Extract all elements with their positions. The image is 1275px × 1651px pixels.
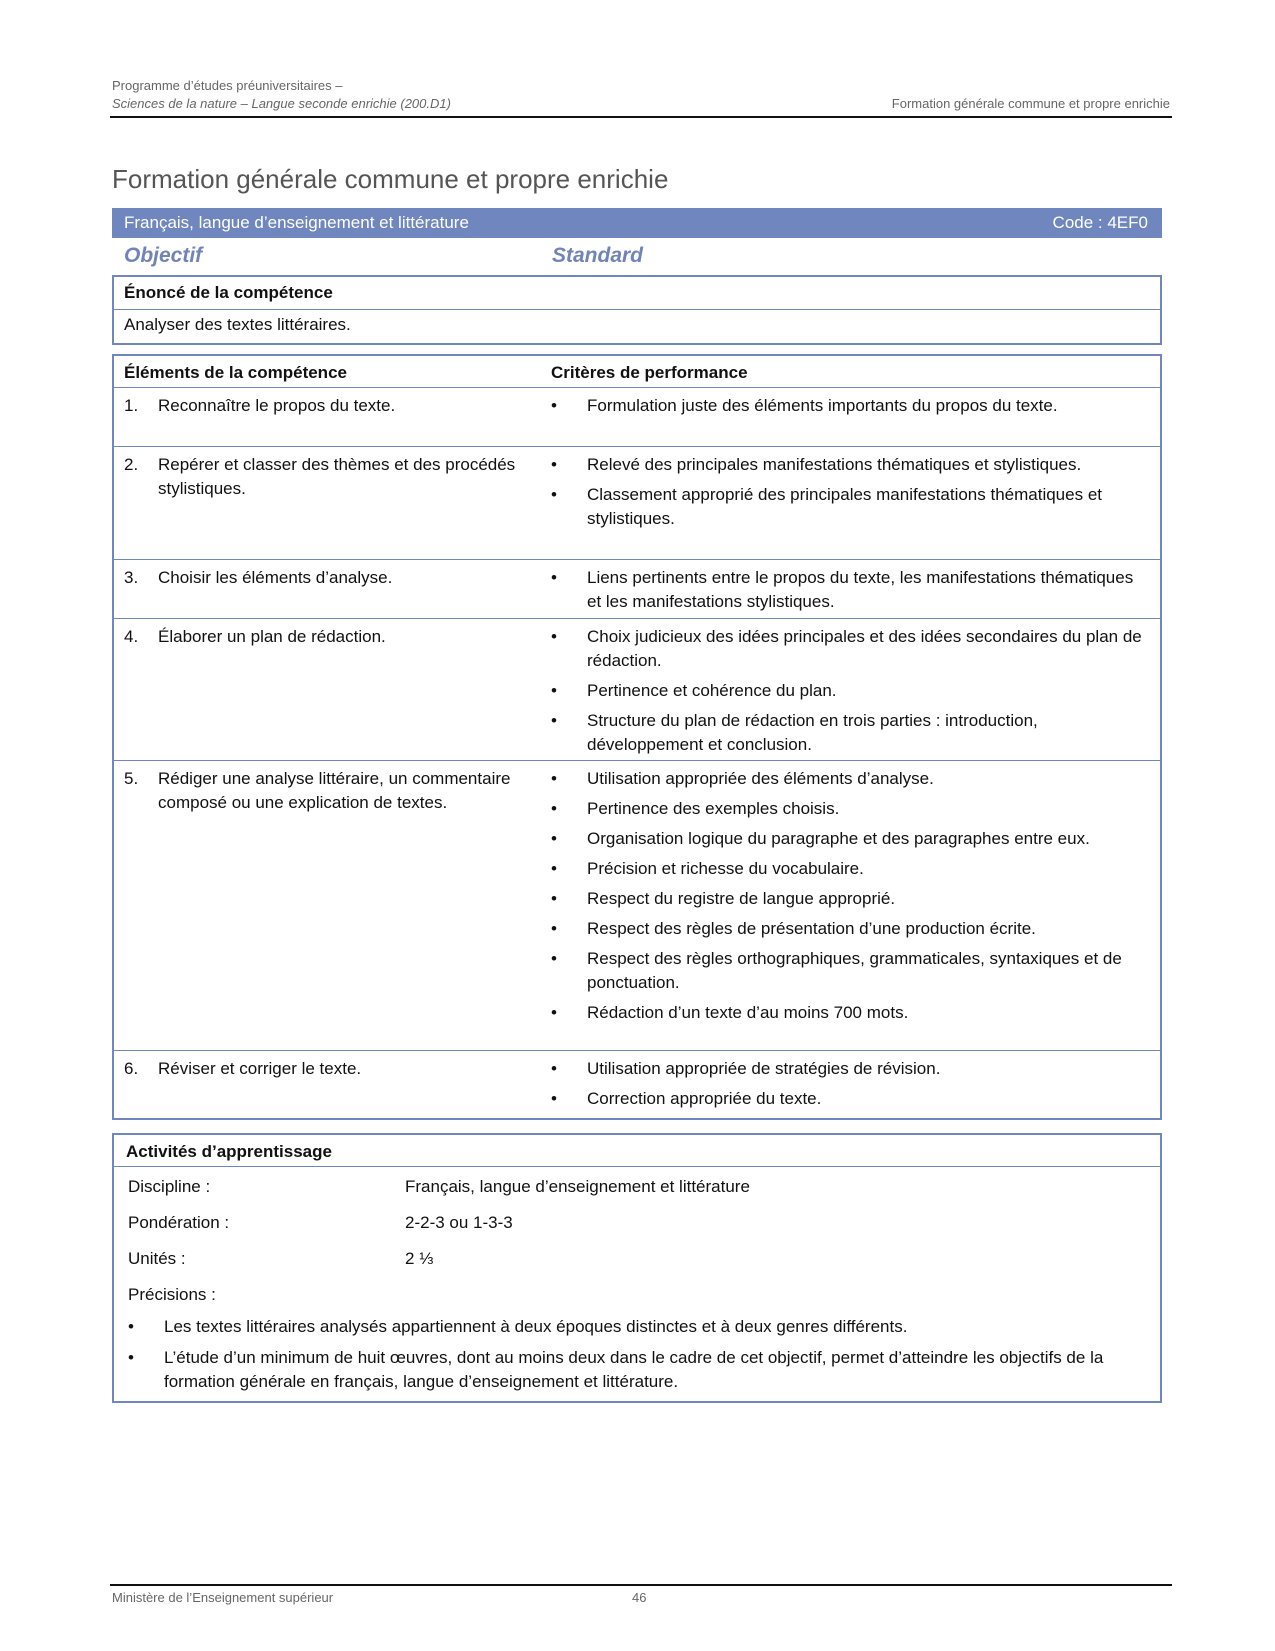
critere-item: • Relevé des principales manifestations thématiques et stylistiques.	[551, 453, 1151, 477]
standard-label: Standard	[552, 244, 644, 267]
critere-item: • Organisation logique du paragraphe et des paragraphes entre eux.	[551, 827, 1151, 851]
critere-item: • Précision et richesse du vocabulaire.	[551, 857, 1151, 881]
subject-name: Français, langue d’enseignement et littérature	[124, 213, 469, 232]
unites-label: Unités :	[128, 1249, 186, 1268]
header-program-detail: Sciences de la nature – Langue seconde enrichie (200.D1)	[112, 96, 451, 111]
bullet-icon: •	[551, 769, 557, 788]
element-number: 1.	[124, 396, 139, 415]
page-number: 46	[632, 1590, 647, 1605]
table-row	[114, 447, 1160, 560]
critere-item: • Respect des règles de présentation d’une production écrite.	[551, 917, 1151, 941]
critere-item: • Choix judicieux des idées principales et des idées secondaires du plan de rédaction.	[551, 627, 1142, 670]
bullet-icon: •	[551, 711, 557, 730]
objectif-label: Objectif	[124, 244, 203, 267]
bullet-icon: •	[551, 859, 557, 878]
header-section: Formation générale commune et propre enrichie	[891, 96, 1170, 111]
critere-item: • Utilisation appropriée de stratégies de révision.	[551, 1057, 1151, 1081]
precision-item: • L’étude d’un minimum de huit œuvres, dont au moins deux dans le cadre de cet objectif, permet d’atteindre les objectifs de la formation générale en français, langue d’enseignement et littérature.	[128, 1348, 1104, 1391]
discipline-line	[128, 1177, 750, 1197]
element-number: 6.	[124, 1059, 139, 1078]
critere-item: • Pertinence et cohérence du plan.	[551, 679, 1151, 703]
bullet-icon: •	[551, 889, 557, 908]
activites-box	[112, 1133, 1162, 1403]
footer-rule	[110, 1584, 1172, 1586]
bullet-icon: •	[551, 627, 557, 646]
element-number: 5.	[124, 769, 139, 788]
footer-ministry: Ministère de l’Enseignement supérieur	[112, 1590, 334, 1605]
critere-item: • Pertinence des exemples choisis.	[551, 797, 1151, 821]
bullet-icon: •	[551, 919, 557, 938]
ponderation-label: Pondération :	[128, 1213, 230, 1232]
header-rule	[110, 116, 1172, 118]
table-row	[114, 619, 1160, 761]
element-text: Reconnaître le propos du texte.	[158, 396, 396, 415]
critere-item: • Respect des règles orthographiques, grammaticales, syntaxiques et de ponctuation.	[551, 949, 1122, 992]
ponderation-line	[128, 1213, 513, 1233]
critere-item: • Liens pertinents entre le propos du texte, les manifestations thématiques et les manifestations stylistiques.	[551, 568, 1134, 611]
discipline-value: Français, langue d’enseignement et littérature	[405, 1177, 750, 1196]
page-header	[112, 78, 1170, 111]
unites-line	[128, 1249, 434, 1269]
page-footer	[112, 1590, 652, 1605]
bullet-icon: •	[551, 1059, 557, 1078]
page-title: Formation générale commune et propre enrichie	[112, 164, 669, 194]
critere-item: • Classement approprié des principales manifestations thématiques et stylistiques.	[551, 485, 1102, 528]
discipline-label: Discipline :	[128, 1177, 211, 1196]
critere-item: • Rédaction d’un texte d’au moins 700 mots.	[551, 1001, 1151, 1025]
bullet-icon: •	[551, 829, 557, 848]
element-number: 2.	[124, 455, 139, 474]
element-text: Élaborer un plan de rédaction.	[158, 627, 386, 646]
header-program: Programme d’études préuniversitaires –	[112, 78, 343, 93]
element-text: Repérer et classer des thèmes et des procédés stylistiques.	[158, 455, 516, 498]
critere-item: • Respect du registre de langue approprié.	[551, 887, 1151, 911]
bullet-icon: •	[551, 485, 557, 504]
element-text: Rédiger une analyse littéraire, un commentaire composé ou une explication de textes.	[158, 769, 511, 812]
competence-table	[112, 354, 1162, 1120]
table-row	[114, 761, 1160, 1051]
bullet-icon: •	[551, 949, 557, 968]
subject-code: Code : 4EF0	[1052, 213, 1148, 232]
bullet-icon: •	[128, 1317, 134, 1336]
bullet-icon: •	[551, 568, 557, 587]
bullet-icon: •	[551, 396, 557, 415]
col-criteres-header: Critères de performance	[551, 363, 748, 382]
precisions-label: Précisions :	[128, 1285, 216, 1304]
col-elements-header: Éléments de la compétence	[124, 363, 347, 382]
element-number: 4.	[124, 627, 139, 646]
enonce-heading: Énoncé de la compétence	[114, 277, 1160, 310]
bullet-icon: •	[551, 681, 557, 700]
objectif-standard-row	[124, 244, 1164, 272]
table-row	[114, 560, 1160, 619]
element-number: 3.	[124, 568, 139, 587]
precision-item: • Les textes littéraires analysés appartiennent à deux époques distinctes et à deux genres différents.	[128, 1315, 1153, 1339]
critere-item: • Formulation juste des éléments importants du propos du texte.	[551, 394, 1151, 418]
critere-item: • Structure du plan de rédaction en trois parties : introduction, développement et conclusion.	[551, 711, 1038, 754]
table-row	[114, 1051, 1160, 1118]
critere-item: • Correction appropriée du texte.	[551, 1087, 1151, 1111]
table-row	[114, 388, 1160, 447]
subject-bar	[112, 208, 1162, 238]
bullet-icon: •	[551, 1003, 557, 1022]
ponderation-value: 2-2-3 ou 1-3-3	[405, 1213, 513, 1232]
critere-item: • Utilisation appropriée des éléments d’analyse.	[551, 767, 1151, 791]
unites-value: 2 ⅓	[405, 1249, 434, 1268]
element-text: Choisir les éléments d’analyse.	[158, 568, 393, 587]
enonce-text: Analyser des textes littéraires.	[124, 315, 351, 334]
enonce-box	[112, 275, 1162, 345]
bullet-icon: •	[128, 1348, 134, 1367]
competence-table-header	[114, 356, 1160, 388]
bullet-icon: •	[551, 455, 557, 474]
bullet-icon: •	[551, 1089, 557, 1108]
activites-heading: Activités d’apprentissage	[114, 1135, 1160, 1167]
element-text: Réviser et corriger le texte.	[158, 1059, 362, 1078]
bullet-icon: •	[551, 799, 557, 818]
